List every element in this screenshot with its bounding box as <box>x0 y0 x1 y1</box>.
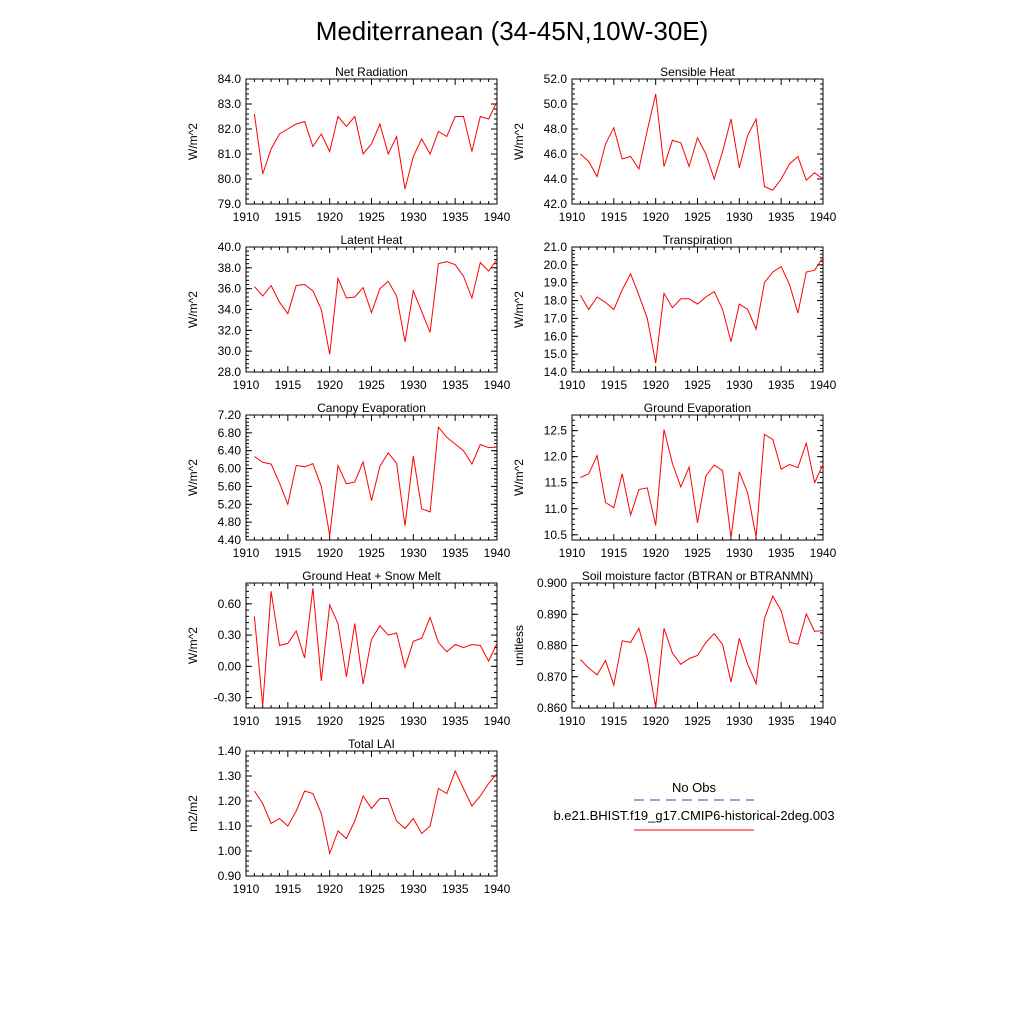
y-tick-label: 20.0 <box>543 257 567 272</box>
panels-group <box>186 65 837 896</box>
plot-frame <box>246 751 497 876</box>
plot-frame <box>246 79 497 204</box>
x-tick-label: 1940 <box>483 882 511 896</box>
y-tick-label: 18.0 <box>543 293 567 308</box>
series-line-latent-heat <box>254 260 497 355</box>
y-tick-label: 19.0 <box>543 275 567 290</box>
x-tick-label: 1920 <box>642 210 670 224</box>
y-tick-label: -0.30 <box>213 690 241 705</box>
y-tick-label: 11.0 <box>544 501 567 516</box>
x-tick-label: 1915 <box>600 378 628 392</box>
series-line-soil-moisture-factor-btran-or-btranmn <box>580 596 823 708</box>
y-tick-label: 16.0 <box>543 329 567 344</box>
x-tick-label: 1915 <box>274 210 302 224</box>
x-tick-label: 1925 <box>684 546 711 560</box>
y-tick-label: 5.60 <box>217 479 241 494</box>
y-tick-label: 38.0 <box>217 260 241 275</box>
x-tick-label: 1920 <box>642 546 670 560</box>
y-axis-label: W/m^2 <box>186 291 200 328</box>
x-tick-label: 1915 <box>274 714 302 728</box>
x-tick-label: 1910 <box>232 714 260 728</box>
y-tick-label: 32.0 <box>217 323 241 338</box>
x-tick-label: 1925 <box>684 714 711 728</box>
plot-frame <box>246 247 497 372</box>
y-tick-label: 40.0 <box>217 240 241 254</box>
y-tick-label: 79.0 <box>217 197 241 211</box>
x-tick-label: 1935 <box>767 546 795 560</box>
x-tick-label: 1915 <box>600 210 628 224</box>
panel-title: Canopy Evaporation <box>317 401 426 415</box>
series-line-transpiration <box>580 258 823 363</box>
y-tick-label: 36.0 <box>217 281 241 296</box>
panel-latent-heat <box>186 233 511 392</box>
x-tick-label: 1920 <box>316 378 344 392</box>
x-tick-label: 1910 <box>558 714 586 728</box>
y-tick-label: 81.0 <box>217 147 241 161</box>
y-tick-label: 42.0 <box>543 197 567 211</box>
y-tick-label: 6.00 <box>217 461 241 476</box>
y-tick-label: 80.0 <box>217 172 241 186</box>
x-tick-label: 1910 <box>558 210 586 224</box>
x-tick-label: 1910 <box>558 378 586 392</box>
x-tick-label: 1910 <box>232 210 260 224</box>
y-tick-label: 12.5 <box>543 423 567 438</box>
y-tick-label: 7.20 <box>217 408 241 422</box>
x-tick-label: 1930 <box>399 882 427 896</box>
x-tick-label: 1925 <box>358 546 385 560</box>
y-tick-label: 5.20 <box>217 497 241 512</box>
x-tick-label: 1930 <box>399 714 427 728</box>
y-tick-label: 0.870 <box>536 669 567 684</box>
y-tick-label: 6.40 <box>217 443 241 458</box>
panel-ground-evaporation <box>512 401 837 560</box>
x-tick-label: 1915 <box>600 546 628 560</box>
legend <box>553 780 834 830</box>
y-tick-label: 11.5 <box>544 475 567 490</box>
panel-title: Latent Heat <box>340 233 403 247</box>
x-tick-label: 1940 <box>809 378 837 392</box>
y-tick-label: 12.0 <box>543 449 567 464</box>
series-line-total-lai <box>254 771 497 854</box>
panel-title: Ground Heat + Snow Melt <box>302 569 441 583</box>
x-tick-label: 1930 <box>399 546 427 560</box>
x-tick-label: 1940 <box>809 546 837 560</box>
x-tick-label: 1940 <box>809 210 837 224</box>
x-tick-label: 1935 <box>441 378 469 392</box>
x-tick-label: 1920 <box>316 546 344 560</box>
series-line-ground-heat-snow-melt <box>254 588 497 706</box>
series-line-sensible-heat <box>580 94 823 190</box>
panel-net-radiation <box>186 65 511 224</box>
x-tick-label: 1915 <box>274 546 302 560</box>
y-tick-label: 1.10 <box>217 819 241 833</box>
y-tick-label: 21.0 <box>543 240 567 254</box>
legend-entry-no-obs-label: No Obs <box>671 780 717 795</box>
x-tick-label: 1935 <box>441 210 469 224</box>
y-tick-label: 48.0 <box>543 122 567 136</box>
y-tick-label: 4.80 <box>217 515 241 530</box>
plot-frame <box>572 583 823 708</box>
y-tick-label: 1.40 <box>217 744 241 758</box>
y-tick-label: 17.0 <box>543 311 567 326</box>
x-tick-label: 1915 <box>274 882 302 896</box>
panel-soil-moisture-factor-btran-or-btranmn <box>512 569 837 728</box>
panel-title: Transpiration <box>662 233 733 247</box>
x-tick-label: 1930 <box>399 210 427 224</box>
x-tick-label: 1925 <box>358 714 385 728</box>
x-tick-label: 1930 <box>725 210 753 224</box>
y-tick-label: 0.60 <box>217 596 241 611</box>
y-tick-label: 44.0 <box>543 172 567 186</box>
x-tick-label: 1925 <box>358 210 385 224</box>
y-tick-label: 0.890 <box>536 607 567 622</box>
panel-total-lai <box>186 737 511 896</box>
x-tick-label: 1940 <box>809 714 837 728</box>
x-tick-label: 1935 <box>767 714 795 728</box>
x-tick-label: 1915 <box>274 378 302 392</box>
y-axis-label: W/m^2 <box>186 627 200 664</box>
x-tick-label: 1935 <box>441 546 469 560</box>
x-tick-label: 1910 <box>558 546 586 560</box>
y-axis-label: W/m^2 <box>186 459 200 496</box>
series-line-ground-evaporation <box>580 430 823 538</box>
panel-title: Net Radiation <box>335 65 408 79</box>
x-tick-label: 1935 <box>441 714 469 728</box>
y-tick-label: 0.900 <box>536 576 567 590</box>
y-tick-label: 4.40 <box>217 533 241 547</box>
y-tick-label: 10.5 <box>543 527 567 542</box>
y-tick-label: 0.90 <box>217 869 241 883</box>
y-tick-label: 30.0 <box>217 344 241 359</box>
x-tick-label: 1930 <box>725 546 753 560</box>
y-axis-label: W/m^2 <box>512 459 526 496</box>
x-tick-label: 1940 <box>483 210 511 224</box>
panel-sensible-heat <box>512 65 837 224</box>
x-tick-label: 1925 <box>358 378 385 392</box>
panel-canopy-evaporation <box>186 401 511 560</box>
x-tick-label: 1920 <box>316 882 344 896</box>
x-tick-label: 1920 <box>642 378 670 392</box>
plot-frame <box>572 247 823 372</box>
x-tick-label: 1925 <box>684 378 711 392</box>
y-tick-label: 1.20 <box>217 794 241 808</box>
figure-title: Mediterranean (34-45N,10W-30E) <box>315 16 709 46</box>
x-tick-label: 1920 <box>316 210 344 224</box>
y-tick-label: 83.0 <box>217 97 241 111</box>
x-tick-label: 1915 <box>600 714 628 728</box>
panel-ground-heat-snow-melt <box>186 569 511 728</box>
y-tick-label: 0.00 <box>217 659 241 674</box>
y-tick-label: 82.0 <box>217 122 241 136</box>
y-axis-label: W/m^2 <box>512 291 526 328</box>
panel-title: Sensible Heat <box>660 65 735 79</box>
x-tick-label: 1930 <box>725 378 753 392</box>
y-tick-label: 14.0 <box>543 365 567 379</box>
x-tick-label: 1910 <box>232 378 260 392</box>
y-tick-label: 15.0 <box>543 347 567 362</box>
x-tick-label: 1910 <box>232 546 260 560</box>
x-tick-label: 1910 <box>232 882 260 896</box>
y-axis-label: m2/m2 <box>186 795 200 832</box>
plot-frame <box>246 415 497 540</box>
x-tick-label: 1940 <box>483 714 511 728</box>
y-tick-label: 34.0 <box>217 302 241 317</box>
panel-title: Soil moisture factor (BTRAN or BTRANMN) <box>581 569 814 583</box>
y-tick-label: 52.0 <box>543 72 567 86</box>
y-tick-label: 0.30 <box>217 628 241 643</box>
x-tick-label: 1930 <box>725 714 753 728</box>
series-line-canopy-evaporation <box>254 427 497 535</box>
x-tick-label: 1935 <box>767 210 795 224</box>
y-tick-label: 0.880 <box>536 638 567 653</box>
y-axis-label: W/m^2 <box>512 123 526 160</box>
y-axis-label: W/m^2 <box>186 123 200 160</box>
y-tick-label: 28.0 <box>217 365 241 379</box>
x-tick-label: 1940 <box>483 546 511 560</box>
y-tick-label: 1.30 <box>217 769 241 783</box>
x-tick-label: 1940 <box>483 378 511 392</box>
series-line-net-radiation <box>254 102 497 190</box>
y-tick-label: 84.0 <box>217 72 241 86</box>
y-tick-label: 1.00 <box>217 844 241 858</box>
x-tick-label: 1925 <box>684 210 711 224</box>
legend-entry-model-label: b.e21.BHIST.f19_g17.CMIP6-historical-2deg.003 <box>553 808 835 823</box>
y-tick-label: 46.0 <box>543 147 567 161</box>
plot-frame <box>246 583 497 708</box>
panel-title: Ground Evaporation <box>643 401 752 415</box>
y-tick-label: 6.80 <box>217 425 241 440</box>
x-tick-label: 1935 <box>767 378 795 392</box>
y-tick-label: 0.860 <box>536 701 567 715</box>
y-tick-label: 50.0 <box>543 97 567 111</box>
plot-frame <box>572 79 823 204</box>
y-axis-label: unitless <box>512 625 526 666</box>
panel-transpiration <box>512 233 837 392</box>
x-tick-label: 1925 <box>358 882 385 896</box>
x-tick-label: 1930 <box>399 378 427 392</box>
x-tick-label: 1920 <box>316 714 344 728</box>
panel-title: Total LAI <box>348 737 395 751</box>
x-tick-label: 1935 <box>441 882 469 896</box>
x-tick-label: 1920 <box>642 714 670 728</box>
